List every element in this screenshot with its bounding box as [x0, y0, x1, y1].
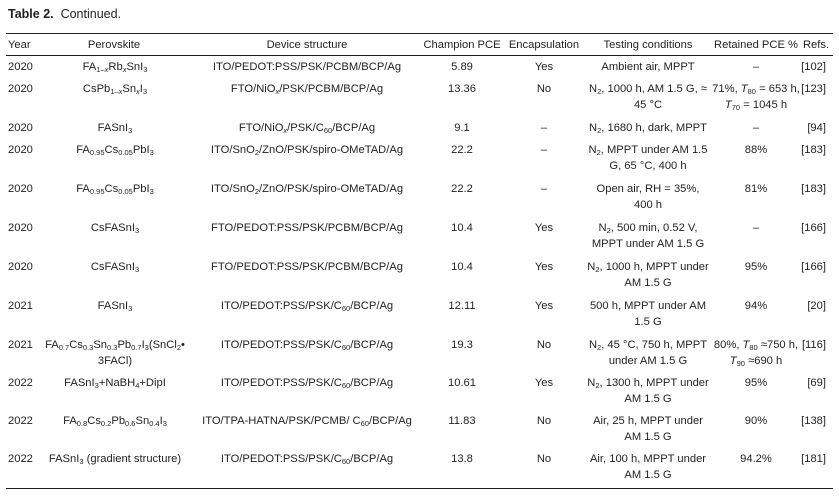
caption-label: Table 2. [8, 7, 54, 21]
cell-encapsulation: – [540, 122, 548, 134]
cell-ref: [116] [801, 339, 826, 351]
cell-ref: [102] [801, 61, 826, 73]
cell-retained: – [752, 222, 760, 234]
cell-perovskite: $CsPb_{1-x}Sn_xI_3$ [82, 83, 148, 96]
header-champion-pce: Champion PCE [423, 39, 501, 51]
cell-encapsulation: Yes [534, 377, 554, 389]
cell-year: 2020 [8, 61, 33, 73]
cell-retained: – [752, 122, 760, 134]
cell-perovskite: $FA_{0.7}Cs_{0.3}Sn_{0.3}Pb_{0.7}I_3(SnCl_2•$ 3FACl) [45, 339, 185, 367]
caption-text: Continued. [60, 7, 122, 21]
cell-perovskite: $FA_{0.95}Cs_{0.05}PbI_3$ [76, 144, 154, 157]
cell-ref: [20] [807, 300, 826, 312]
cell-year: 2020 [8, 83, 33, 95]
cell-testing: Air, 25 h, MPPT under AM 1.5 G [593, 415, 703, 443]
cell-ref: [166] [801, 222, 826, 234]
header-year: Year [8, 39, 31, 51]
cell-retained: – [752, 61, 760, 73]
cell-retained: 94% [744, 300, 768, 312]
top-rule [6, 33, 833, 34]
cell-testing: Open air, RH = 35%, 400 h [596, 183, 700, 211]
cell-retained: 95% [744, 261, 768, 273]
cell-encapsulation: Yes [534, 222, 554, 234]
cell-pce: 5.89 [451, 61, 473, 73]
cell-encapsulation: No [536, 453, 552, 465]
cell-perovskite: $FA_{0.95}Cs_{0.05}PbI_3$ [76, 183, 154, 196]
cell-device-structure: ITO/SnO$_2$/ZnO/PSK/spiro-OMeTAD/Ag [210, 183, 404, 196]
cell-device-structure: FTO/$NiO_x/PSK/C_{60}/BCP/Ag$ [238, 122, 376, 135]
cell-device-structure: ITO/$PEDOT:PSS/PSK/C_{60}/BCP/Ag$ [220, 453, 394, 466]
header-encapsulation: Encapsulation [508, 39, 580, 51]
cell-pce: 10.61 [448, 377, 476, 389]
cell-encapsulation: No [536, 83, 552, 95]
cell-encapsulation: No [536, 339, 552, 351]
cell-device-structure: ITO/PEDOT:PSS/PSK/PCBM/BCP/Ag [212, 61, 402, 73]
cell-perovskite: FASnI$_3$ (gradient structure) [48, 453, 182, 466]
cell-ref: [138] [801, 415, 826, 427]
cell-year: 2020 [8, 122, 33, 134]
cell-device-structure: FTO/PEDOT:PSS/PSK/PCBM/BCP/Ag [211, 222, 403, 234]
header-refs: Refs. [802, 39, 830, 51]
cell-encapsulation: – [540, 183, 548, 195]
cell-perovskite: FASnI$_3$+NaBH$_4$+DipI [64, 377, 166, 390]
cell-pce: 22.2 [451, 183, 473, 195]
cell-testing: $N_2$, 1300 h, MPPT under AM 1.5 G [587, 377, 709, 405]
bottom-rule [6, 488, 833, 489]
cell-ref: [94] [807, 122, 826, 134]
cell-retained: 80%, $T_{80} \approx 750$ h, $T_{90} \approx 690$ h [713, 339, 799, 368]
cell-year: 2021 [8, 339, 33, 351]
cell-testing: $N_2$, 1000 h, AM 1.5 G, ≈ 45 °C [589, 83, 707, 111]
cell-retained: 88% [744, 144, 768, 156]
cell-device-structure: FTO/NiO$_x$/PSK/PCBM/BCP/Ag [230, 83, 384, 96]
cell-retained: 81% [744, 183, 768, 195]
cell-pce: 13.8 [451, 453, 473, 465]
cell-encapsulation: – [540, 144, 548, 156]
cell-encapsulation: Yes [534, 300, 554, 312]
cell-retained: 90% [744, 415, 768, 427]
cell-pce: 19.3 [451, 339, 473, 351]
cell-year: 2020 [8, 261, 33, 273]
cell-pce: 22.2 [451, 144, 473, 156]
cell-device-structure: ITO/$PEDOT:PSS/PSK/C_{60}/BCP/Ag$ [220, 300, 394, 313]
cell-retained: 94.2% [740, 453, 772, 465]
cell-device-structure: ITO/SnO$_2$/ZnO/PSK/spiro-OMeTAD/Ag [210, 144, 404, 157]
header-rule [6, 55, 833, 56]
cell-device-structure: ITO/$PEDOT:PSS/PSK/C_{60}/BCP/Ag$ [220, 377, 394, 390]
cell-perovskite: FASnI$_3$ [97, 300, 133, 313]
cell-perovskite: FASnI$_3$ [97, 122, 133, 135]
cell-perovskite: CsFASnI$_3$ [90, 261, 140, 274]
cell-year: 2021 [8, 300, 33, 312]
cell-ref: [183] [801, 144, 826, 156]
cell-pce: 10.4 [451, 222, 473, 234]
cell-device-structure: ITO/$PEDOT:PSS/PSK/C_{60}/BCP/Ag$ [220, 339, 394, 352]
cell-testing: $N_2$, 45 °C, 750 h, MPPT under AM 1.5 G [588, 339, 708, 367]
cell-device-structure: FTO/PEDOT:PSS/PSK/PCBM/BCP/Ag [211, 261, 403, 273]
cell-device-structure: ITO/TPA-HATNA/PSK/PCMB/ $C_{60}/BCP/Ag$ [202, 415, 412, 428]
cell-pce: 9.1 [454, 122, 470, 134]
cell-pce: 11.83 [448, 415, 476, 427]
cell-testing: Ambient air, MPPT [601, 61, 695, 73]
header-device-structure: Device structure [266, 39, 348, 51]
cell-testing: $N_2$, MPPT under AM 1.5 G, 65 °C, 400 h [588, 144, 708, 172]
cell-year: 2020 [8, 222, 33, 234]
cell-testing: $N_2$, 1000 h, MPPT under AM 1.5 G [587, 261, 709, 289]
cell-ref: [181] [801, 453, 826, 465]
cell-year: 2022 [8, 415, 33, 427]
table-caption [8, 6, 121, 22]
cell-ref: [183] [801, 183, 826, 195]
cell-encapsulation: No [536, 415, 552, 427]
cell-ref: [166] [801, 261, 826, 273]
cell-pce: 10.4 [451, 261, 473, 273]
cell-year: 2020 [8, 144, 33, 156]
header-perovskite: Perovskite [87, 39, 141, 51]
cell-pce: 13.36 [448, 83, 476, 95]
header-retained-pce: Retained PCE % [714, 39, 798, 51]
cell-perovskite: $FA_{1-x}Rb_xSnI_3$ [82, 61, 148, 74]
cell-testing: 500 h, MPPT under AM 1.5 G [589, 300, 707, 328]
cell-year: 2022 [8, 377, 33, 389]
cell-encapsulation: Yes [534, 61, 554, 73]
cell-ref: [69] [807, 377, 826, 389]
cell-year: 2020 [8, 183, 33, 195]
cell-encapsulation: Yes [534, 261, 554, 273]
header-testing-conditions: Testing conditions [603, 39, 693, 51]
cell-year: 2022 [8, 453, 33, 465]
cell-pce: 12.11 [448, 300, 476, 312]
cell-testing: Air, 100 h, MPPT under AM 1.5 G [589, 453, 707, 481]
cell-retained: 71%, $T_{80} = 653$ h, $T_{70} = 1045$ h [712, 83, 800, 112]
cell-testing: $N_2$, 1680 h, dark, MPPT [589, 122, 707, 135]
cell-retained: 95% [744, 377, 768, 389]
cell-testing: $N_2$, 500 min, 0.52 V, MPPT under AM 1.5 G [591, 222, 705, 250]
cell-perovskite: $FA_{0.8}Cs_{0.2}Pb_{0.6}Sn_{0.4}I_3$ [63, 415, 167, 428]
cell-perovskite: CsFASnI$_3$ [90, 222, 140, 235]
cell-ref: [123] [801, 83, 826, 95]
